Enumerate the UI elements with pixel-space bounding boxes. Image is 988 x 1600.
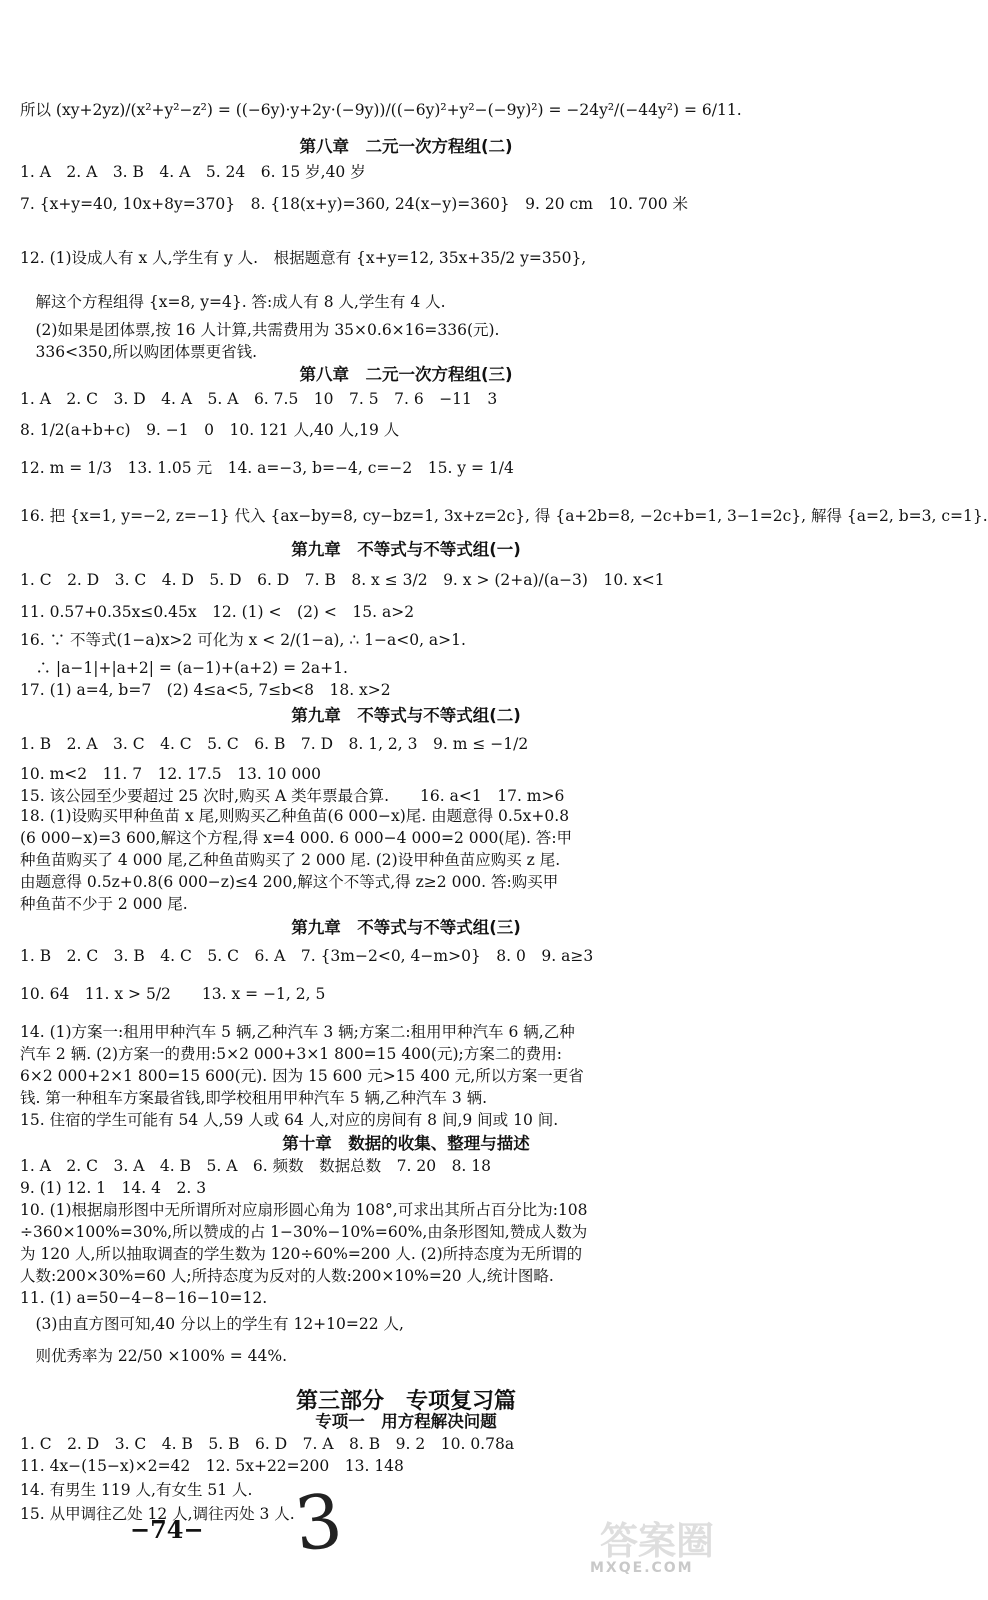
section-heading: 第八章 二元一次方程组(三) [299, 365, 513, 384]
answer-line: 9. (1) 12. 1 14. 4 2. 3 [20, 1179, 207, 1197]
answer-line: 汽车 2 辆. (2)方案一的费用:5×2 000+3×1 800=15 400(元);方案二的费用: [20, 1045, 562, 1063]
answer-line: 15. 从甲调往乙处 12 人,调往丙处 3 人. [20, 1505, 295, 1523]
section-heading: 第九章 不等式与不等式组(二) [291, 706, 521, 725]
answer-line: 1. C 2. D 3. C 4. B 5. B 6. D 7. A 8. B 9. 2 10. 0.78a [20, 1435, 515, 1453]
watermark-logo: 答案圈 [600, 1519, 715, 1563]
answer-line: 336<350,所以购团体票更省钱. [20, 343, 258, 361]
part-title: 第三部分 专项复习篇 [295, 1389, 516, 1414]
answer-line: 14. 有男生 119 人,有女生 51 人. [20, 1481, 253, 1499]
answer-line: 1. A 2. C 3. D 4. A 5. A 6. 7.5 10 7. 5 7. 6 −11 3 [20, 390, 498, 408]
answer-line: 12. m = 1/3 13. 1.05 元 14. a=−3, b=−4, c=−2 15. y = 1/4 [20, 459, 514, 477]
answer-line: 12. (1)设成人有 x 人,学生有 y 人. 根据题意有 {x+y=12, 35x+35/2 y=350}, [20, 249, 587, 267]
answer-line: 则优秀率为 22/50 ×100% = 44%. [20, 1347, 288, 1365]
answer-line: 种鱼苗购买了 4 000 尾,乙种鱼苗购买了 2 000 尾. (2)设甲种鱼苗应购买 z 尾. [20, 851, 561, 869]
answer-line: 10. (1)根据扇形图中无所谓所对应扇形圆心角为 108°,可求出其所占百分比为:108 [20, 1201, 588, 1219]
answer-line: 18. (1)设购买甲种鱼苗 x 尾,则购买乙种鱼苗(6 000−x)尾. 由题意得 0.5x+0.8 [20, 807, 570, 825]
page-number: −74− [130, 1515, 204, 1544]
answer-line: 人数:200×30%=60 人;所持态度为反对的人数:200×10%=20 人,统计图略. [20, 1267, 554, 1285]
answer-line: 1. C 2. D 3. C 4. D 5. D 6. D 7. B 8. x ≤ 3/2 9. x > (2+a)/(a−3) 10. x<1 [20, 571, 665, 589]
answer-line: 钱. 第一种租车方案最省钱,即学校租用甲种汽车 5 辆,乙种汽车 3 辆. [20, 1089, 488, 1107]
answer-line: (3)由直方图可知,40 分以上的学生有 12+10=22 人, [20, 1315, 404, 1333]
answer-line: 10. 64 11. x > 5/2 13. x = −1, 2, 5 [20, 985, 326, 1003]
handwritten-mark: 3 [290, 1477, 347, 1569]
section-heading: 第八章 二元一次方程组(二) [299, 137, 513, 156]
answer-line: 种鱼苗不少于 2 000 尾. [20, 895, 188, 913]
answer-line: 1. A 2. C 3. A 4. B 5. A 6. 频数 数据总数 7. 20 8. 18 [20, 1157, 492, 1175]
answer-line: 11. 0.57+0.35x≤0.45x 12. (1) < (2) < 15. a>2 [20, 603, 415, 621]
answer-line: 16. 把 {x=1, y=−2, z=−1} 代入 {ax−by=8, cy−bz=1, 3x+z=2c}, 得 {a+2b=8, −2c+b=1, 3−1=2c}, 解得 {a=2, b=3, c=1}. [20, 507, 988, 525]
answer-line: 为 120 人,所以抽取调查的学生数为 120÷60%=200 人. (2)所持态度为无所谓的 [20, 1245, 583, 1263]
answer-line: 7. {x+y=40, 10x+8y=370} 8. {18(x+y)=360, 24(x−y)=360} 9. 20 cm 10. 700 米 [20, 195, 689, 213]
answer-line: 16. ∵ 不等式(1−a)x>2 可化为 x < 2/(1−a), ∴ 1−a<0, a>1. [20, 631, 466, 649]
answer-line: 1. A 2. A 3. B 4. A 5. 24 6. 15 岁,40 岁 [20, 163, 366, 181]
section-heading: 专项一 用方程解决问题 [315, 1412, 497, 1431]
answer-line: 6×2 000+2×1 800=15 600(元). 因为 15 600 元>15 400 元,所以方案一更省 [20, 1067, 584, 1085]
answer-line: 15. 该公园至少要超过 25 次时,购买 A 类年票最合算. 16. a<1 17. m>6 [20, 787, 565, 805]
answer-line: 解这个方程组得 {x=8, y=4}. 答:成人有 8 人,学生有 4 人. [20, 293, 446, 311]
answer-line: 1. B 2. C 3. B 4. C 5. C 6. A 7. {3m−2<0, 4−m>0} 8. 0 9. a≥3 [20, 947, 594, 965]
answer-line: 8. 1/2(a+b+c) 9. −1 0 10. 121 人,40 人,19 人 [20, 421, 400, 439]
answer-line: 15. 住宿的学生可能有 54 人,59 人或 64 人,对应的房间有 8 间,9 间或 10 间. [20, 1111, 559, 1129]
answer-line: 由题意得 0.5z+0.8(6 000−z)≤4 200,解这个不等式,得 z≥2 000. 答:购买甲 [20, 873, 559, 891]
section-heading: 第十章 数据的收集、整理与描述 [282, 1134, 530, 1153]
answer-line: ∴ |a−1|+|a+2| = (a−1)+(a+2) = 2a+1. [20, 659, 348, 677]
section-heading: 第九章 不等式与不等式组(三) [291, 918, 521, 937]
answer-line: 14. (1)方案一:租用甲种汽车 5 辆,乙种汽车 3 辆;方案二:租用甲种汽车 6 辆,乙种 [20, 1023, 575, 1041]
answer-line: (6 000−x)=3 600,解这个方程,得 x=4 000. 6 000−4 000=2 000(尾). 答:甲 [20, 829, 573, 847]
answer-line: 11. 4x−(15−x)×2=42 12. 5x+22=200 13. 148 [20, 1457, 404, 1475]
answer-line: (2)如果是团体票,按 16 人计算,共需费用为 35×0.6×16=336(元). [20, 321, 500, 339]
section-heading: 第九章 不等式与不等式组(一) [291, 540, 521, 559]
watermark-url: MXQE.COM [590, 1560, 694, 1576]
answer-line: 1. B 2. A 3. C 4. C 5. C 6. B 7. D 8. 1, 2, 3 9. m ≤ −1/2 [20, 735, 529, 753]
answer-line: 10. m<2 11. 7 12. 17.5 13. 10 000 [20, 765, 321, 783]
answer-line: ÷360×100%=30%,所以赞成的占 1−30%−10%=60%,由条形图知,赞成人数为 [20, 1223, 588, 1241]
answer-line: 11. (1) a=50−4−8−16−10=12. [20, 1289, 268, 1307]
answer-line: 17. (1) a=4, b=7 (2) 4≤a<5, 7≤b<8 18. x>2 [20, 681, 391, 699]
top-fraction-line: 所以 (xy+2yz)/(x²+y²−z²) = ((−6y)·y+2y·(−9y))/((−6y)²+y²−(−9y)²) = −24y²/(−44y²) = 6/11. [20, 101, 742, 119]
